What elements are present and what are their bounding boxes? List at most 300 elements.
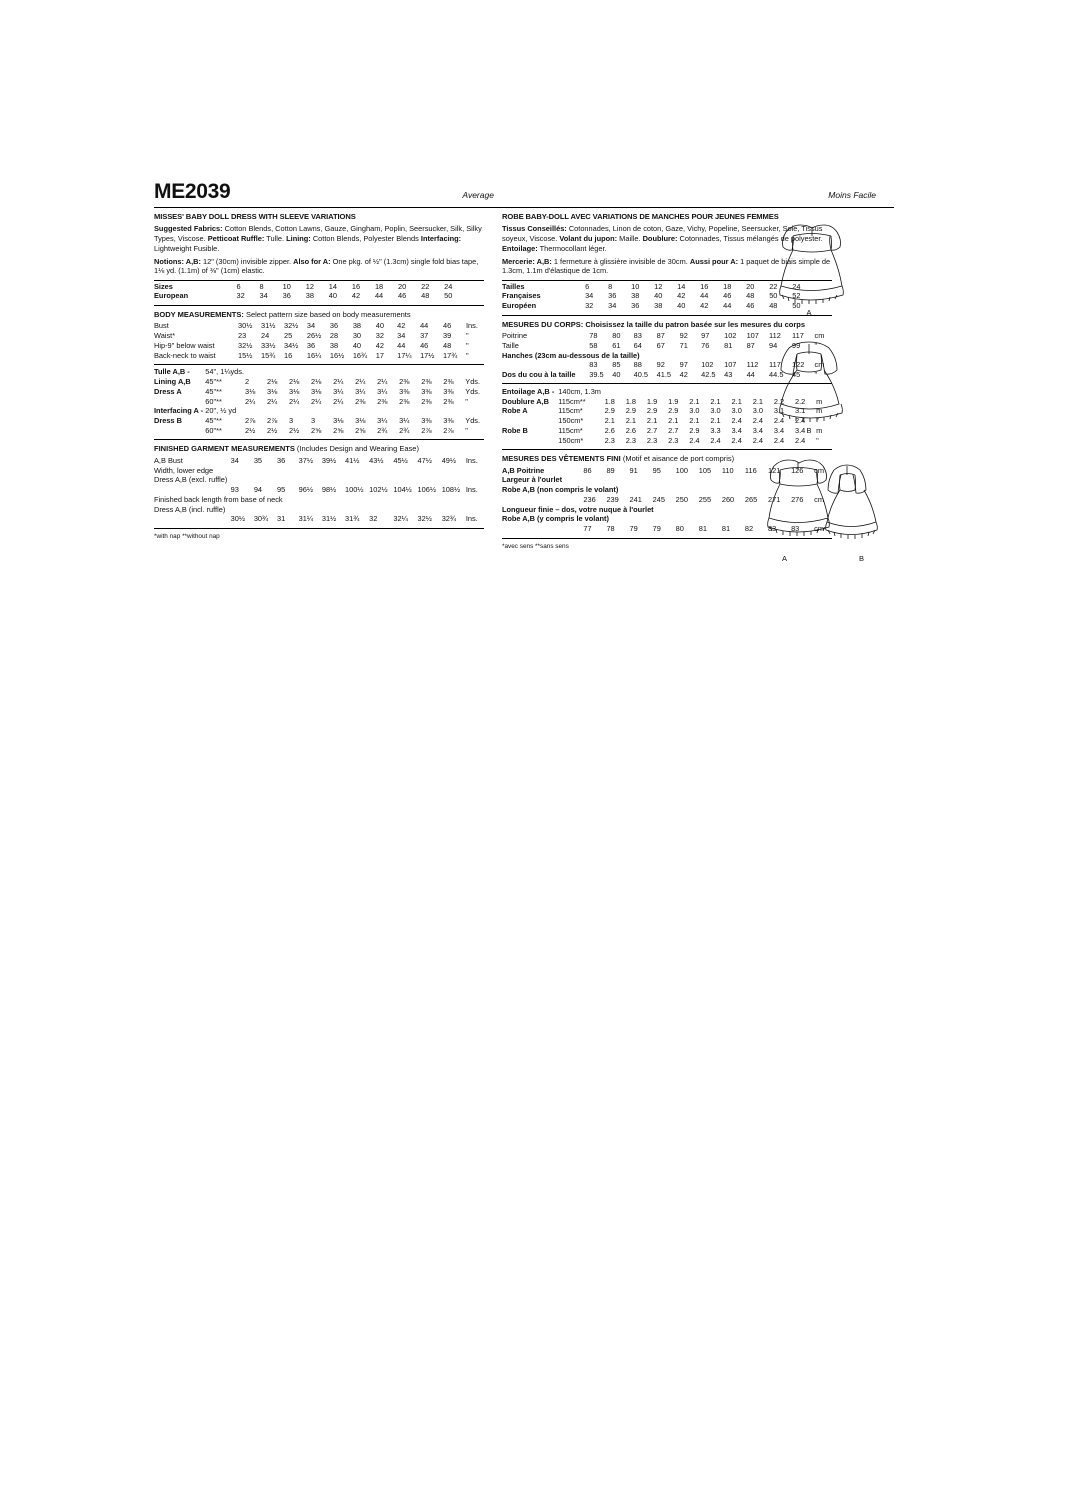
cell: 81 <box>698 524 707 534</box>
cell: 61 <box>612 340 621 350</box>
cell: 117 <box>792 330 804 340</box>
row-label <box>502 360 589 370</box>
cell: 40 <box>654 291 663 301</box>
cell: 3.4 <box>731 425 742 435</box>
cell: 108½ <box>441 485 461 495</box>
cell: 41½ <box>345 455 360 465</box>
cell: 2.3 <box>625 435 637 445</box>
cell: 2.7 <box>668 425 679 435</box>
row-label: Largeur à l'ourlet <box>502 475 563 485</box>
english-divider-3 <box>154 364 484 365</box>
euro-cell: 40 <box>328 291 338 301</box>
europeen-label: Européen <box>502 301 537 311</box>
cell: 2.4 <box>731 435 742 445</box>
cell: 104½ <box>393 485 412 495</box>
cell: 32½ <box>417 514 432 524</box>
cell: 102 <box>701 360 714 370</box>
table-row <box>154 406 484 416</box>
cell: 2⅜ <box>421 396 432 406</box>
cell: 2.4 <box>752 416 763 426</box>
unit: " <box>465 350 469 360</box>
cell: 93 <box>230 485 239 495</box>
label-petticoat: Petticoat Ruffle: <box>207 233 265 243</box>
cell: 32 <box>369 514 378 524</box>
cell: 2¼ <box>266 396 278 406</box>
cell: 105 <box>698 465 712 475</box>
cell: 79 <box>629 524 638 534</box>
table-row <box>154 291 484 301</box>
text-mercerie: 1 fermeture à glissière invisible de 30cm. <box>551 256 690 266</box>
cell: 2.1 <box>604 416 615 426</box>
cell: 1.8 <box>604 396 615 406</box>
cell: 3¼ <box>377 386 388 396</box>
euro-unit <box>467 291 484 301</box>
cell: 86 <box>583 465 592 475</box>
cell: 2¾ <box>399 425 410 435</box>
row-label: Dress A <box>154 386 182 396</box>
row-label: Longueur finie – dos, votre nuque à l'ourlet <box>502 504 654 514</box>
cell: 2.3 <box>668 435 679 445</box>
text-doublure: Cotonnades, Tissus mélangés de polyester. <box>677 233 823 243</box>
cell: 2⅜ <box>443 396 454 406</box>
cell: 17 <box>375 350 384 360</box>
dress-illustration-b-front <box>731 332 884 432</box>
cell: 102½ <box>369 485 388 495</box>
cell: 17½ <box>420 350 435 360</box>
cell: 3¼ <box>399 416 410 426</box>
cell: 107 <box>746 330 759 340</box>
euro-cell: 34 <box>259 291 268 301</box>
size-cell: 22 <box>769 281 778 291</box>
cell: 44 <box>723 301 732 311</box>
cell: 92 <box>679 330 688 340</box>
label-suggested-fabrics: Suggested Fabrics: <box>154 224 223 233</box>
cell: 16¾ <box>352 350 368 360</box>
cell: 44 <box>397 340 406 350</box>
cell: 3.0 <box>731 406 742 416</box>
cell: 43½ <box>369 455 384 465</box>
cell: 2.4 <box>710 435 721 445</box>
cell: 95 <box>276 485 286 495</box>
cell: 250 <box>675 494 689 504</box>
row-label: Dress A,B (excl. ruffle) <box>154 475 228 485</box>
figure-group-2 <box>731 332 884 450</box>
cell: 3⅜ <box>421 386 432 396</box>
size-cell: 10 <box>282 281 291 291</box>
cell: 2.4 <box>773 435 785 445</box>
cell: 2⅜ <box>443 377 454 387</box>
text-volant: Maille. <box>617 233 643 243</box>
english-footnote: *with nap **without nap <box>154 532 220 540</box>
english-divider-4 <box>154 439 484 440</box>
unit: cm <box>814 330 825 340</box>
cell: 26½ <box>306 330 322 340</box>
label-doublure: Doublure: <box>642 233 678 243</box>
sizes-label: Sizes <box>154 281 173 291</box>
cell: 2.3 <box>646 435 658 445</box>
cell: 39½ <box>321 455 337 465</box>
cell: 35 <box>253 455 263 465</box>
row-label <box>502 416 558 426</box>
table-row <box>154 281 484 291</box>
size-cell: 10 <box>631 281 640 291</box>
row-label <box>502 524 583 534</box>
cell: 2.1 <box>646 416 658 426</box>
cell: 24 <box>261 330 270 340</box>
table-row <box>154 396 484 406</box>
cells-empty <box>245 406 484 416</box>
finished-sub-fr: (Motif et aisance de port compris) <box>620 454 735 464</box>
cell: 78 <box>589 330 598 340</box>
cell: 3¼ <box>333 386 344 396</box>
document-header <box>154 180 894 204</box>
cell: 112 <box>769 330 781 340</box>
unit: Ins. <box>465 321 478 331</box>
row-label <box>154 396 205 406</box>
cell: 31½ <box>321 514 337 524</box>
cell: 3 <box>289 416 294 426</box>
cell: 32½ <box>283 321 299 331</box>
fabric-width: 45"** <box>205 416 222 426</box>
unit: Ins. <box>465 514 478 524</box>
cell: 58 <box>589 340 598 350</box>
row-label: A,B Bust <box>154 455 183 465</box>
table-row <box>154 465 484 475</box>
cell: 2.4 <box>795 416 806 426</box>
cell: 2⅞ <box>443 425 454 435</box>
unit: " <box>465 330 469 340</box>
cell: 122 <box>792 360 805 370</box>
english-yardage-table <box>154 367 484 435</box>
label-tissus: Tissus Conseillés: <box>502 224 567 233</box>
table-row <box>154 495 484 505</box>
unit: cm <box>814 360 825 370</box>
fabric-width: 140cm, 1.3m <box>558 386 601 396</box>
cell: 42 <box>375 340 384 350</box>
francaises-label: Françaises <box>502 291 541 301</box>
cell: 46 <box>443 321 452 331</box>
finished-sub: (Includes Design and Wearing Ease) <box>294 444 419 454</box>
cell: 2⅞ <box>421 425 432 435</box>
cell: 32¼ <box>393 514 408 524</box>
table-row <box>154 386 484 396</box>
cell: 3.0 <box>710 406 721 416</box>
cell: 38 <box>329 340 339 350</box>
cell: 110 <box>721 465 734 475</box>
cell: 34 <box>230 455 239 465</box>
cell: 3.1 <box>773 406 785 416</box>
english-fabrics <box>154 224 484 254</box>
cell: 64 <box>633 340 642 350</box>
size-cell: 24 <box>792 281 801 291</box>
label-aussi-pour-a: Aussi pour A: <box>689 256 739 266</box>
cell: 1.8 <box>625 396 637 406</box>
unit: m <box>816 406 823 416</box>
cell: 255 <box>698 494 712 504</box>
figure-group-1 <box>734 214 884 332</box>
fabric-width: 45"** <box>205 377 222 387</box>
cell: 2⅞ <box>244 416 256 426</box>
difficulty-fr: Moins Facile <box>828 190 876 200</box>
unit: Yds. <box>465 377 481 387</box>
cell: 3⅛ <box>244 386 256 396</box>
cell: 32 <box>375 330 384 340</box>
cell: 34 <box>306 321 316 331</box>
cell: 2⅝ <box>311 425 322 435</box>
size-cell: 6 <box>585 281 590 291</box>
cell: 44 <box>420 321 429 331</box>
document-content <box>154 180 894 563</box>
size-cell: 14 <box>328 281 338 291</box>
size-cell: 12 <box>654 281 663 291</box>
cell: 46 <box>420 340 429 350</box>
cell: 92 <box>656 360 665 370</box>
cell: 83 <box>633 330 642 340</box>
cell: 88 <box>633 360 642 370</box>
label-interfacing: Interfacing: <box>420 233 462 243</box>
pattern-number: ME2039 <box>154 180 231 203</box>
cell: 2¼ <box>289 396 300 406</box>
cell: 126 <box>791 465 804 475</box>
cell: 2.9 <box>689 425 700 435</box>
table-row <box>154 504 484 514</box>
cell: 2.9 <box>646 406 658 416</box>
cell: 2⅝ <box>333 425 344 435</box>
text-also-for-a: One pkg. of ½" (1.3cm) single fold bias tape, 1⅛ yd. (1.1m) of ⅜" (1cm) elastic. <box>154 256 479 276</box>
size-cell: 18 <box>374 281 384 291</box>
unit: " <box>465 396 468 406</box>
unit: cm <box>814 494 824 504</box>
row-label: Back-neck to waist <box>154 350 216 360</box>
cell: 107 <box>724 360 737 370</box>
cell: 2.4 <box>773 416 785 426</box>
figure-label-b-2: B <box>858 554 864 563</box>
table-row <box>154 475 484 485</box>
english-divider-2 <box>154 305 484 306</box>
label-mercerie: Mercerie: A,B: <box>502 256 552 266</box>
cell: 2.1 <box>668 416 679 426</box>
table-row <box>154 321 484 331</box>
row-label <box>154 426 205 436</box>
cell: 2¼ <box>244 396 256 406</box>
cell: 85 <box>612 360 621 370</box>
unit: " <box>816 416 819 426</box>
cell: 2.1 <box>710 396 721 406</box>
fabric-width: 60"** <box>205 396 222 406</box>
cell: 48 <box>769 301 778 311</box>
cell: 33½ <box>261 340 276 350</box>
figure-label-b: B <box>806 426 812 435</box>
cell: 2.3 <box>604 435 615 445</box>
cell: 2⅛ <box>311 377 322 387</box>
fabric-width: 45"** <box>205 386 222 396</box>
cell: 2.9 <box>604 406 615 416</box>
row-label <box>502 495 583 505</box>
english-column <box>154 208 484 550</box>
cell: 36 <box>631 301 640 311</box>
cell: 3⅛ <box>355 416 366 426</box>
cell: 34½ <box>283 340 299 350</box>
cell: 2.1 <box>731 396 742 406</box>
cell: 48 <box>746 291 755 301</box>
cell: 2⅜ <box>377 396 388 406</box>
unit: Yds. <box>465 386 481 396</box>
cell: 36 <box>306 340 316 350</box>
unit: " <box>814 370 818 380</box>
euro-cell: 46 <box>398 291 407 301</box>
fabric-width: 115cm* <box>558 425 583 435</box>
cell: 38 <box>654 301 663 311</box>
size-cell: 8 <box>259 281 264 291</box>
row-label: Doublure A,B <box>502 396 549 406</box>
table-row <box>154 340 484 350</box>
cell: 46 <box>746 301 755 311</box>
fabric-width: 54", 1¼yds. <box>205 367 245 377</box>
body-meas-label: BODY MEASUREMENTS: <box>154 309 244 319</box>
euro-cell: 36 <box>282 291 291 301</box>
size-unit <box>467 281 484 291</box>
table-row <box>154 426 484 436</box>
cell: 49½ <box>441 455 457 465</box>
text-interfacing: Lightweight Fusible. <box>154 243 220 253</box>
cell: 34 <box>608 301 617 311</box>
size-cell: 16 <box>351 281 361 291</box>
french-title: ROBE BABY-DOLL AVEC VARIATIONS DE MANCHES POUR JEUNES FEMMES <box>502 212 779 221</box>
cell: 2⅜ <box>421 377 432 387</box>
cell: 32½ <box>238 340 253 350</box>
cell: 271 <box>767 494 781 504</box>
cell: 15½ <box>238 350 253 360</box>
cell: 15¾ <box>261 350 276 360</box>
cell: 76 <box>701 340 710 350</box>
row-label: Hanches (23cm au-dessous de la taille) <box>502 350 640 360</box>
cell: 2.9 <box>625 406 637 416</box>
cell: 30½ <box>238 321 253 331</box>
finished-label: FINISHED GARMENT MEASUREMENTS <box>154 444 295 454</box>
tailles-label: Tailles <box>502 281 525 291</box>
cell: 34 <box>397 330 406 340</box>
cell: 37 <box>420 330 429 340</box>
cell: 239 <box>606 494 619 504</box>
table-row <box>154 367 484 377</box>
figure-label-a: A <box>806 308 812 317</box>
english-title: MISSES' BABY DOLL DRESS WITH SLEEVE VARIATIONS <box>154 212 356 221</box>
cell: 40 <box>677 301 686 311</box>
fabric-width: 20", ½ yd <box>205 406 237 416</box>
row-label: Waist* <box>154 330 176 340</box>
english-body-measurements-table <box>154 321 484 360</box>
row-label: Robe A,B (y compris le volant) <box>502 514 609 524</box>
cell: 77 <box>583 524 592 534</box>
cell: 17¼ <box>397 350 412 360</box>
size-cell: 18 <box>723 281 732 291</box>
unit: Ins. <box>465 485 478 495</box>
cell: 2.4 <box>731 416 742 426</box>
cell: 3.3 <box>710 425 721 435</box>
cell: 36 <box>276 455 286 465</box>
cell: 3¼ <box>377 416 388 426</box>
cell: 39.5 <box>589 370 604 380</box>
cell: 71 <box>679 340 688 350</box>
cell: 2¼ <box>355 377 366 387</box>
cells-empty <box>245 367 484 377</box>
mesures-label: MESURES DU CORPS: <box>502 319 584 329</box>
cell: 2⅜ <box>355 396 366 406</box>
cell: 3.4 <box>795 425 806 435</box>
row-label: Bust <box>154 321 169 331</box>
cell: 42 <box>397 321 406 331</box>
cell: 48 <box>443 340 452 350</box>
english-notions <box>154 257 484 277</box>
cell: 87 <box>656 330 665 340</box>
cell: 31¼ <box>298 514 314 524</box>
cell: 41.5 <box>656 370 672 380</box>
english-sizes-table <box>154 281 484 301</box>
cell: 3¼ <box>355 386 366 396</box>
cell: 78 <box>606 524 615 534</box>
cell: 2⅛ <box>289 377 300 387</box>
cell: 38 <box>631 291 640 301</box>
table-row <box>154 485 484 495</box>
cell: 236 <box>583 494 596 504</box>
cell: 42.5 <box>701 370 716 380</box>
fabric-width: 150cm* <box>558 416 584 426</box>
english-finished-table <box>154 455 484 523</box>
cell: 2.6 <box>604 425 615 435</box>
cell: 2.2 <box>773 396 785 406</box>
row-label: Robe B <box>502 425 528 435</box>
row-label: Robe A,B (non compris le volant) <box>502 485 619 495</box>
fabric-width: 60"** <box>205 425 222 435</box>
cell: 3⅜ <box>443 416 454 426</box>
cell: 94 <box>253 485 263 495</box>
finished-label-fr: MESURES DES VÊTEMENTS FINI <box>502 454 621 464</box>
label-also-for-a: Also for A: <box>293 256 331 266</box>
cell: 2.9 <box>668 406 679 416</box>
text-lining: Cotton Blends, Polyester Blends <box>310 233 421 243</box>
cell: 98½ <box>321 485 337 495</box>
cell: 30 <box>352 330 362 340</box>
cell: 83 <box>767 524 777 534</box>
cell: 89 <box>606 465 615 475</box>
table-row <box>154 455 484 465</box>
cell: 2⅝ <box>355 425 366 435</box>
euro-cell: 50 <box>444 291 453 301</box>
row-label: Poitrine <box>502 330 528 340</box>
cell: 16¼ <box>306 350 322 360</box>
cell: 99 <box>792 340 801 350</box>
cell: 83 <box>589 360 598 370</box>
cell: 82 <box>744 524 754 534</box>
euro-cell: 38 <box>305 291 314 301</box>
row-label: Robe A <box>502 406 528 416</box>
cell: 3.4 <box>773 425 785 435</box>
text-suggested-fabrics: Cotton Blends, Cotton Lawns, Gauze, Gingham, Poplin, Seersucker, Silk, Silky Types, Viscose. <box>154 224 482 243</box>
text-entoilage: Thermocollant léger. <box>537 243 607 253</box>
cell: 117 <box>769 360 781 370</box>
row-label: Entoilage A,B - <box>502 386 555 396</box>
cell: 2.1 <box>625 416 637 426</box>
row-label: Taille <box>502 340 519 350</box>
cell: 106½ <box>417 485 437 495</box>
cell: 276 <box>791 494 804 504</box>
cell: 3⅛ <box>289 386 300 396</box>
cell: 91 <box>629 465 638 475</box>
cell: 94 <box>769 340 778 350</box>
cell: 25 <box>283 330 293 340</box>
cell: 241 <box>629 494 642 504</box>
row-label: Tulle A,B - <box>154 367 190 377</box>
